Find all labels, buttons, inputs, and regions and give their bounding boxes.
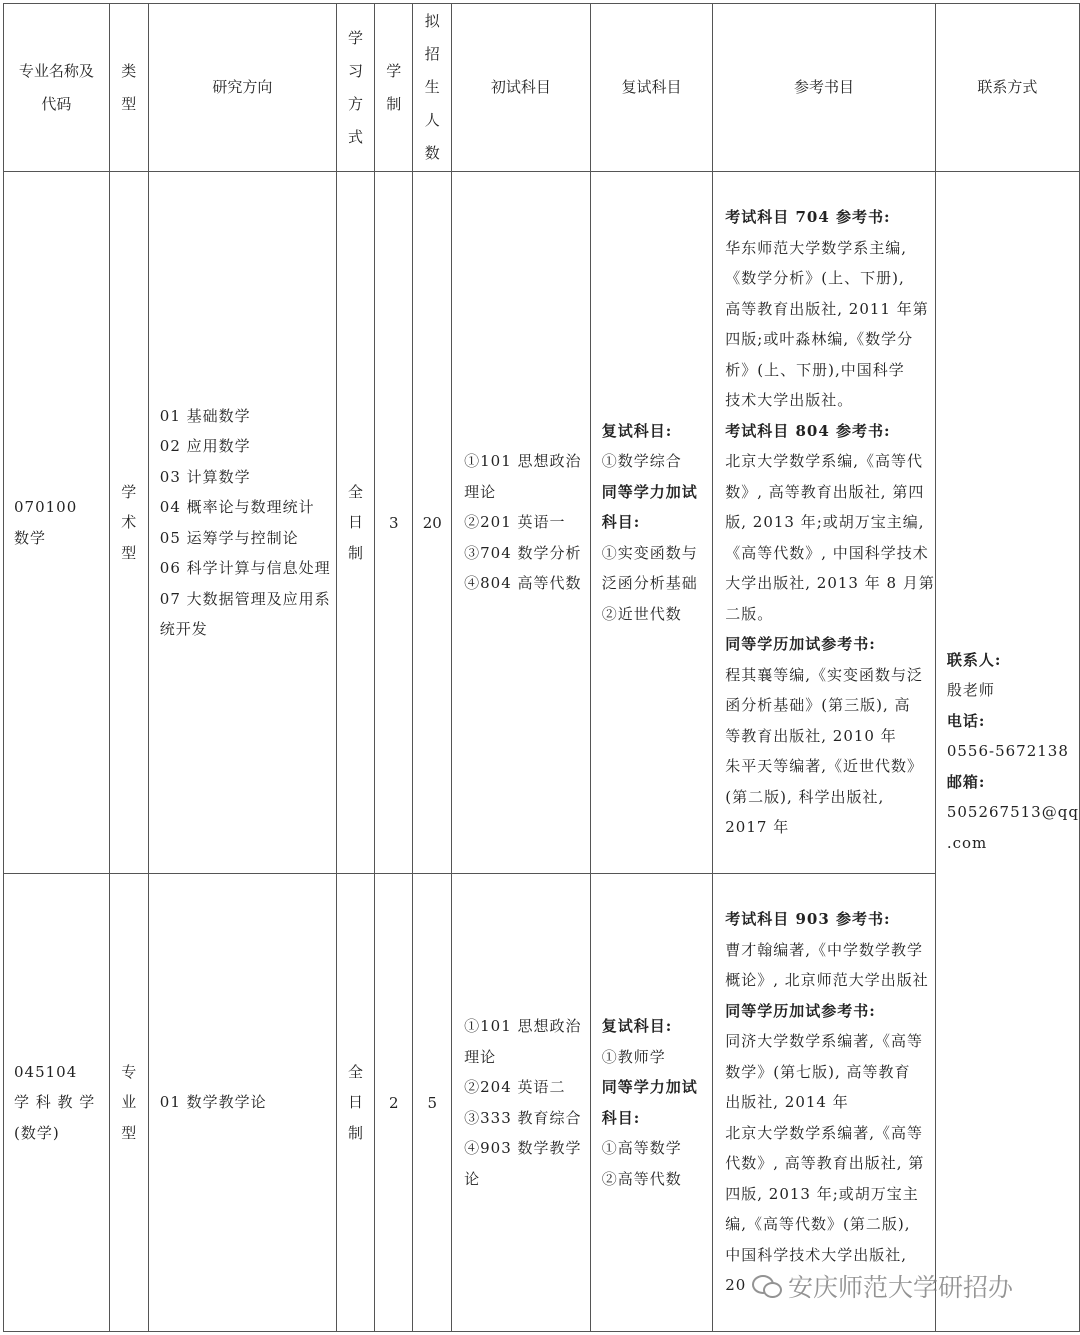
books-line: 高等教育出版社, 2011 年第 bbox=[725, 299, 929, 318]
direction-item: 01 数学教学论 bbox=[159, 1093, 267, 1112]
books-heading: 考试科目 903 参考书: bbox=[725, 910, 891, 929]
exam-cell bbox=[452, 874, 591, 1332]
books-line: 四版;或叶淼林编,《数学分 bbox=[725, 330, 914, 349]
books-line: 技术大学出版社。 bbox=[725, 391, 854, 410]
books-heading: 考试科目 704 参考书: bbox=[725, 208, 891, 227]
contact-phone: 0556-5672138 bbox=[946, 742, 1069, 761]
table-row-045104 bbox=[4, 874, 1080, 1332]
major-name: 学 科 教 学 bbox=[14, 1093, 96, 1112]
exam-subject: ①101 思想政治 bbox=[464, 1017, 582, 1035]
exam-cell bbox=[452, 172, 591, 874]
contact-person: 殷老师 bbox=[946, 681, 995, 700]
books-line: 《高等代数》, 中国科学技术 bbox=[725, 543, 929, 562]
admission-table bbox=[3, 3, 1080, 1332]
exam-subject: ③333 教育综合 bbox=[464, 1108, 582, 1127]
books-line: 《数学分析》(上、下册), bbox=[725, 269, 905, 288]
books-line: 等教育出版社, 2010 年 bbox=[725, 726, 897, 745]
extra-subject: ②近世代数 bbox=[601, 604, 682, 623]
books-line: 代数》, 高等教育出版社, 第 bbox=[725, 1154, 925, 1173]
books-line: 出版社, 2014 年 bbox=[725, 1093, 849, 1112]
retest-title: 复试科目: bbox=[601, 421, 673, 440]
books-line: 2017 年 bbox=[725, 818, 790, 837]
header-type: 类 型 bbox=[109, 4, 148, 172]
books-line: 同济大学数学系编著,《高等 bbox=[725, 1032, 924, 1051]
retest-cell bbox=[590, 172, 713, 874]
books-line: 程其襄等编,《实变函数与泛 bbox=[725, 665, 924, 684]
books-line: 四版, 2013 年;或胡万宝主 bbox=[725, 1184, 919, 1203]
contact-email: .com bbox=[946, 833, 988, 852]
extra-subject: 泛函分析基础 bbox=[601, 574, 698, 593]
direction-cell bbox=[148, 874, 336, 1332]
direction-item: 统开发 bbox=[159, 620, 208, 638]
books-heading: 同等学历加试参考书: bbox=[725, 635, 876, 654]
watermark-text: 安庆师范大学研招办 bbox=[788, 1273, 1014, 1302]
header-mode: 学 习 方 式 bbox=[336, 4, 374, 172]
books-line: 析》(上、下册),中国科学 bbox=[725, 360, 905, 379]
books-line: 20 bbox=[725, 1276, 747, 1295]
extra-title: 科目: bbox=[601, 513, 641, 532]
type-cell: 专 业 型 bbox=[109, 874, 148, 1332]
books-line: 数》, 高等教育出版社, 第四 bbox=[725, 482, 925, 501]
exam-subject: ④804 高等代数 bbox=[464, 574, 582, 593]
direction-item: 01 基础数学 bbox=[159, 406, 251, 425]
mode-cell: 全 日 制 bbox=[336, 172, 374, 874]
exam-subject: ①101 思想政治 bbox=[464, 452, 582, 471]
direction-item: 05 运筹学与控制论 bbox=[159, 528, 299, 547]
major-cell bbox=[4, 874, 110, 1332]
books-heading: 同等学历加试参考书: bbox=[725, 1001, 876, 1020]
extra-subject: ②高等代数 bbox=[601, 1169, 682, 1188]
mode-cell: 全 日 制 bbox=[336, 874, 374, 1332]
exam-subject: 理论 bbox=[464, 1047, 497, 1066]
major-code: 070100 bbox=[14, 498, 78, 516]
header-major: 专业名称及 代码 bbox=[4, 4, 110, 172]
header-row bbox=[4, 4, 1080, 172]
books-line: 数学》(第七版), 高等教育 bbox=[725, 1062, 911, 1081]
books-line: 中国科学技术大学出版社, bbox=[725, 1245, 908, 1264]
years-cell: 2 bbox=[375, 874, 413, 1332]
exam-subject: ②204 英语二 bbox=[464, 1078, 566, 1096]
books-line: 编,《高等代数》(第二版), bbox=[725, 1215, 911, 1234]
header-quota: 拟 招 生 人 数 bbox=[413, 4, 452, 172]
direction-item: 07 大数据管理及应用系 bbox=[159, 589, 331, 608]
header-years: 学 制 bbox=[375, 4, 413, 172]
retest-subject: ①教师学 bbox=[601, 1047, 666, 1066]
extra-title: 同等学力加试 bbox=[601, 482, 698, 501]
watermark bbox=[752, 1268, 1013, 1304]
quota-cell: 20 bbox=[413, 172, 452, 874]
wechat-icon bbox=[752, 1273, 782, 1299]
contact-email: 505267513@qq bbox=[946, 803, 1079, 822]
direction-item: 03 计算数学 bbox=[159, 467, 251, 486]
contact-label: 电话: bbox=[946, 711, 986, 730]
extra-title: 科目: bbox=[601, 1108, 641, 1127]
direction-cell bbox=[148, 172, 336, 874]
header-direction: 研究方向 bbox=[148, 4, 336, 172]
books-line: 概论》, 北京师范大学出版社 bbox=[725, 971, 929, 990]
books-line: 朱平天等编著,《近世代数》 bbox=[725, 757, 924, 776]
books-line: 函分析基础》(第三版), 高 bbox=[725, 696, 911, 715]
contact-label: 邮箱: bbox=[946, 772, 986, 791]
books-line: 北京大学数学系编,《高等代 bbox=[725, 452, 924, 471]
major-cell bbox=[4, 172, 110, 874]
extra-subject: ①实变函数与 bbox=[601, 543, 698, 562]
years-cell: 3 bbox=[375, 172, 413, 874]
quota-cell: 5 bbox=[413, 874, 452, 1332]
table-row-070100 bbox=[4, 172, 1080, 874]
exam-subject: ②201 英语一 bbox=[464, 513, 566, 532]
exam-subject: ③704 数学分析 bbox=[464, 543, 582, 562]
books-line: 华东师范大学数学系主编, bbox=[725, 238, 908, 257]
retest-cell bbox=[590, 874, 713, 1332]
books-line: 二版。 bbox=[725, 604, 774, 623]
major-name: 数学 bbox=[14, 528, 47, 547]
header-books: 参考书目 bbox=[713, 4, 936, 172]
books-line: 版, 2013 年;或胡万宝主编, bbox=[725, 513, 925, 532]
direction-item: 06 科学计算与信息处理 bbox=[159, 559, 331, 577]
exam-subject: 理论 bbox=[464, 482, 497, 501]
books-cell bbox=[713, 172, 936, 874]
header-retest: 复试科目 bbox=[590, 4, 713, 172]
books-line: 曹才翰编著,《中学数学教学 bbox=[725, 940, 924, 959]
major-name: (数学) bbox=[14, 1123, 60, 1142]
retest-title: 复试科目: bbox=[601, 1017, 673, 1035]
exam-subject: ④903 数学教学 bbox=[464, 1139, 582, 1157]
direction-item: 04 概率论与数理统计 bbox=[159, 498, 315, 516]
major-code: 045104 bbox=[14, 1062, 78, 1081]
contact-label: 联系人: bbox=[946, 650, 1002, 669]
books-line: 大学出版社, 2013 年 8 月第 bbox=[725, 574, 935, 593]
books-cell bbox=[713, 874, 936, 1332]
books-line: (第二版), 科学出版社, bbox=[725, 787, 885, 806]
extra-title: 同等学力加试 bbox=[601, 1078, 698, 1096]
books-line: 北京大学数学系编著,《高等 bbox=[725, 1123, 924, 1142]
retest-subject: ①数学综合 bbox=[601, 452, 682, 471]
header-exam: 初试科目 bbox=[452, 4, 591, 172]
exam-subject: 论 bbox=[464, 1169, 481, 1188]
header-contact: 联系方式 bbox=[935, 4, 1079, 172]
contact-cell bbox=[935, 172, 1079, 1332]
books-heading: 考试科目 804 参考书: bbox=[725, 421, 891, 440]
direction-item: 02 应用数学 bbox=[159, 437, 251, 455]
extra-subject: ①高等数学 bbox=[601, 1139, 682, 1157]
type-cell: 学 术 型 bbox=[109, 172, 148, 874]
